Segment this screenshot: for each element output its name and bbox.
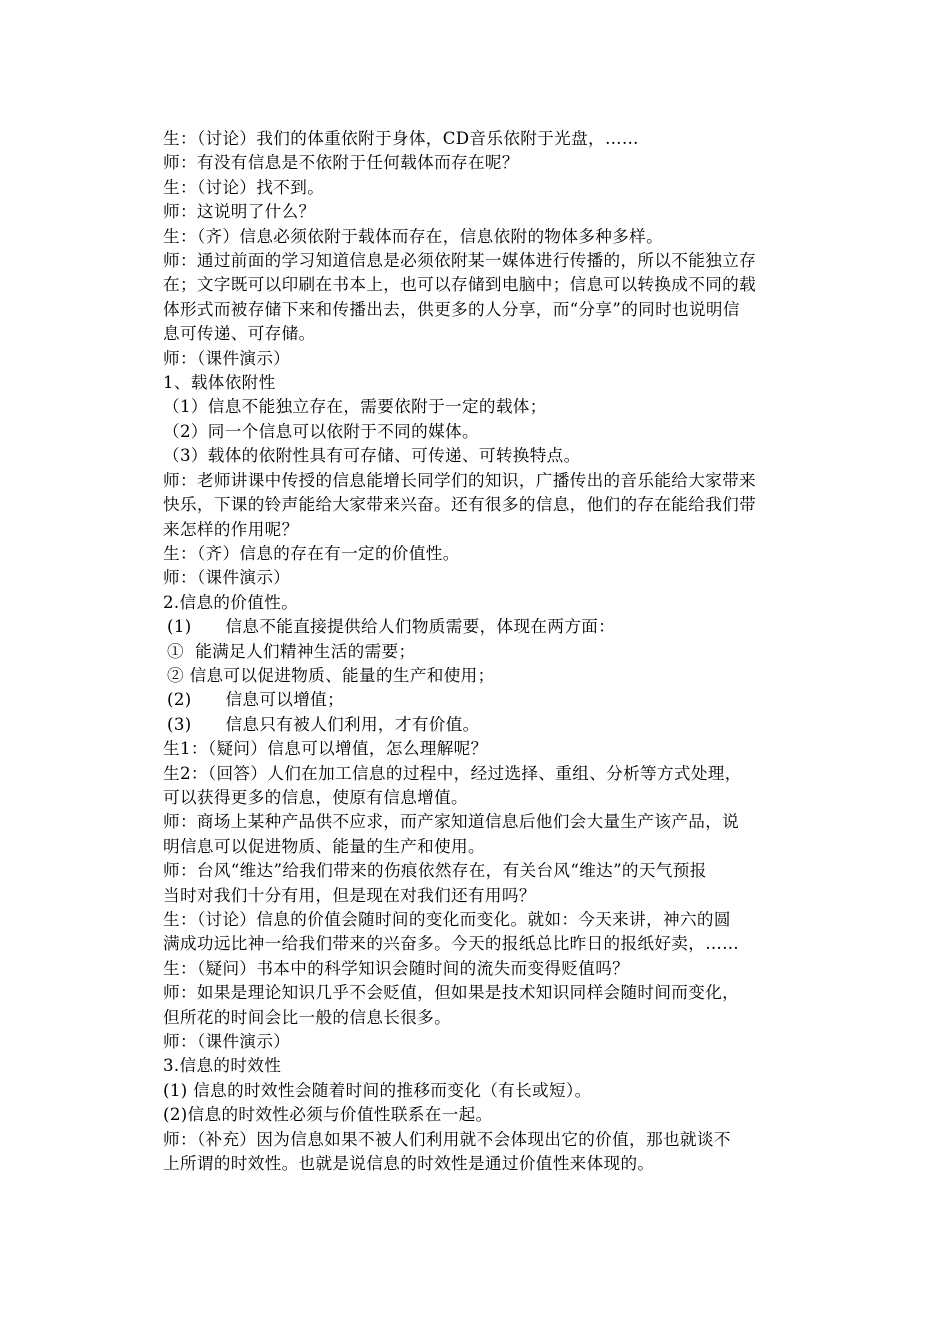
dialogue-line: 生：（齐）信息的存在有一定的价值性。	[163, 543, 460, 563]
section-heading: 2.信息的价值性。	[163, 592, 299, 612]
list-item: (2) 信息可以增值；	[167, 690, 345, 710]
dialogue-paragraph-line: 师：老师讲课中传授的信息能增长同学们的知识，广播传出的音乐能给大家带来	[163, 470, 757, 490]
dialogue-paragraph-line: 师：（补充）因为信息如果不被人们利用就不会体现出它的价值，那也就谈不	[163, 1129, 731, 1149]
dialogue-paragraph-line: 上所谓的时效性。也就是说信息的时效性是通过价值性来体现的。	[163, 1154, 655, 1174]
dialogue-paragraph-line: 满成功远比神一给我们带来的兴奋多。今天的报纸总比昨日的报纸好卖，……	[163, 934, 740, 954]
dialogue-paragraph-line: 在；文字既可以印刷在书本上，也可以存储到电脑中；信息可以转换成不同的载	[163, 275, 757, 295]
dialogue-line: 师：（课件演示）	[163, 568, 291, 588]
dialogue-paragraph-line: 师：如果是理论知识几乎不会贬值，但如果是技术知识同样会随时间而变化，	[163, 983, 740, 1003]
document-body	[163, 127, 843, 1176]
list-item: (1) 信息的时效性会随着时间的推移而变化（有长或短）。	[163, 1080, 592, 1100]
list-item: (3) 信息只有被人们利用，才有价值。	[167, 714, 480, 734]
dialogue-line: 师：这说明了什么？	[163, 202, 316, 222]
list-item: （2）同一个信息可以依附于不同的媒体。	[163, 421, 479, 441]
section-heading: 1、载体依附性	[163, 373, 276, 393]
dialogue-paragraph-line: 明信息可以促进物质、能量的生产和使用。	[163, 836, 485, 856]
dialogue-paragraph-line: 当时对我们十分有用，但是现在对我们还有用吗？	[163, 885, 536, 905]
dialogue-paragraph-line: 但所花的时间会比一般的信息长很多。	[163, 1007, 452, 1027]
dialogue-line: 生：（讨论）我们的体重依附于身体，CD音乐依附于光盘，……	[163, 129, 639, 148]
list-item: ① 能满足人们精神生活的需要；	[167, 641, 416, 661]
dialogue-paragraph-line: 师：商场上某种产品供不应求，而产家知道信息后他们会大量生产该产品，说	[163, 812, 740, 832]
dialogue-paragraph-line: 可以获得更多的信息，使原有信息增值。	[163, 787, 468, 807]
dialogue-line: 师：（课件演示）	[163, 1032, 291, 1052]
dialogue-paragraph-line: 息可传递、可存储。	[163, 324, 316, 344]
dialogue-paragraph-line: 快乐，下课的铃声能给大家带来兴奋。还有很多的信息，他们的存在能给我们带	[163, 495, 757, 515]
list-item: ② 信息可以促进物质、能量的生产和使用；	[167, 665, 495, 685]
list-item: （1）信息不能独立存在，需要依附于一定的载体；	[163, 397, 547, 417]
dialogue-line: 生1：（疑问）信息可以增值，怎么理解呢？	[163, 739, 488, 759]
list-item: (2)信息的时效性必须与价值性联系在一起。	[163, 1105, 493, 1125]
dialogue-line: 生：（讨论）找不到。	[163, 177, 325, 197]
list-item: （3）载体的依附性具有可存储、可传递、可转换特点。	[163, 446, 581, 466]
section-heading: 3.信息的时效性	[163, 1056, 282, 1076]
dialogue-line: 生：（疑问）书本中的科学知识会随时间的流失而变得贬值吗？	[163, 958, 630, 978]
dialogue-paragraph-line: 师：通过前面的学习知道信息是必须依附某一媒体进行传播的，所以不能独立存	[163, 251, 757, 271]
dialogue-line: 师：有没有信息是不依附于任何载体而存在呢？	[163, 153, 519, 173]
dialogue-line: 生：（齐）信息必须依附于载体而存在，信息依附的物体多种多样。	[163, 226, 664, 246]
dialogue-line: 师：（课件演示）	[163, 348, 291, 368]
dialogue-paragraph-line: 体形式而被存储下来和传播出去，供更多的人分享，而“分享”的同时也说明信	[163, 299, 740, 319]
dialogue-paragraph-line: 生：（讨论）信息的价值会随时间的变化而变化。就如：今天来讲，神六的圆	[163, 910, 731, 929]
dialogue-paragraph-line: 师：台风“维达”给我们带来的伤痕依然存在，有关台风“维达”的天气预报	[163, 861, 707, 881]
dialogue-paragraph-line: 来怎样的作用呢？	[163, 519, 299, 539]
dialogue-paragraph-line: 生2：（回答）人们在加工信息的过程中，经过选择、重组、分析等方式处理，	[163, 763, 742, 783]
list-item: (1) 信息不能直接提供给人们物质需要，体现在两方面：	[167, 617, 616, 637]
